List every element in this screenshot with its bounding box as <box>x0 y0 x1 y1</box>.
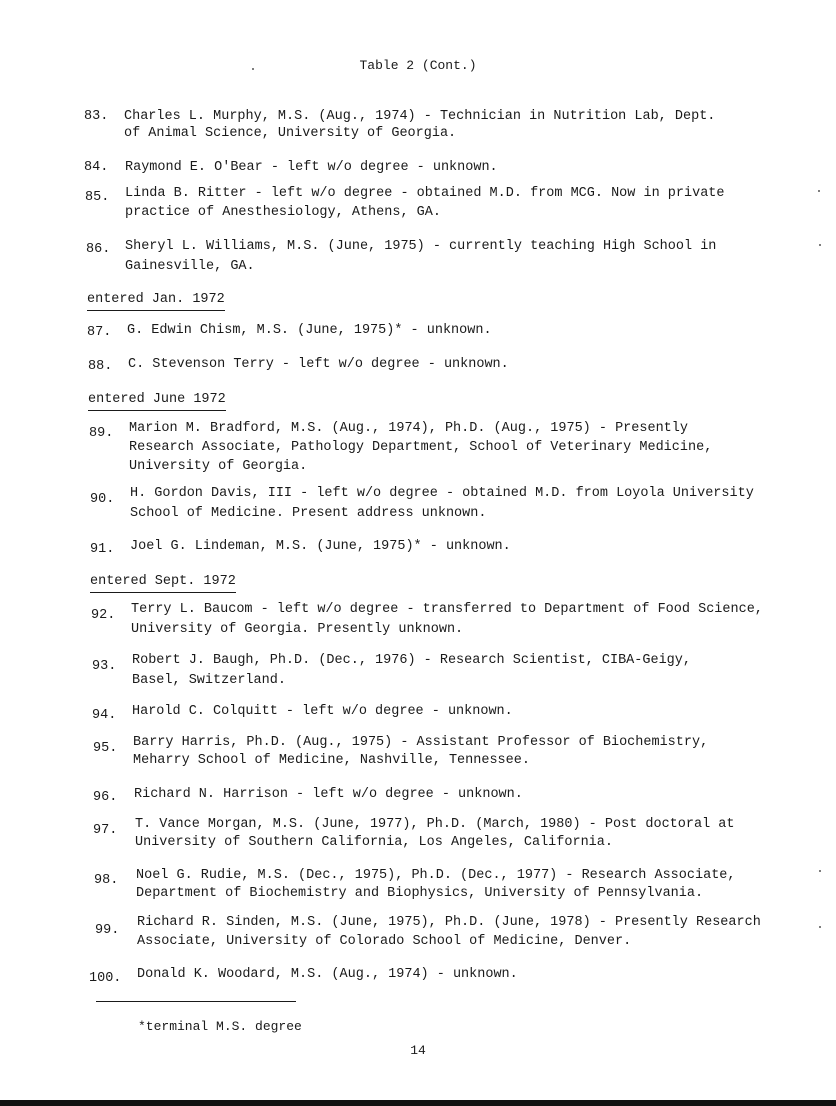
entry-text: Terry L. Baucom - left w/o degree - transferred to Department of Food Science, <box>131 602 763 617</box>
entry-number: 83. <box>84 109 109 124</box>
entry-text: Marion M. Bradford, M.S. (Aug., 1974), Ph.D. (Aug., 1975) - Presently <box>129 421 688 436</box>
entry-text: University of Georgia. <box>129 459 308 474</box>
entry-text: Department of Biochemistry and Biophysics, University of Pennsylvania. <box>136 886 704 901</box>
scan-speck <box>819 870 821 872</box>
entry-number: 93. <box>92 659 117 674</box>
entry-text: Basel, Switzerland. <box>132 673 286 688</box>
entry-number: 95. <box>93 741 118 756</box>
entry-text: practice of Anesthesiology, Athens, GA. <box>125 205 441 220</box>
entry-number: 90. <box>90 492 115 507</box>
entry-number: 98. <box>94 873 119 888</box>
scan-edge <box>0 1100 836 1106</box>
section-heading: entered Sept. 1972 <box>90 573 236 593</box>
page-title: Table 2 (Cont.) <box>359 58 477 73</box>
entry-text: Harold C. Colquitt - left w/o degree - unknown. <box>132 704 513 719</box>
entry-text: Charles L. Murphy, M.S. (Aug., 1974) - Technician in Nutrition Lab, Dept. <box>124 109 716 124</box>
entry-text: C. Stevenson Terry - left w/o degree - unknown. <box>128 357 509 372</box>
scan-speck <box>819 926 821 928</box>
entry-text: T. Vance Morgan, M.S. (June, 1977), Ph.D. (March, 1980) - Post doctoral at <box>135 817 735 832</box>
entry-text: Raymond E. O'Bear - left w/o degree - unknown. <box>125 160 498 175</box>
entry-text: Noel G. Rudie, M.S. (Dec., 1975), Ph.D. (Dec., 1977) - Research Associate, <box>136 868 736 883</box>
entry-text: G. Edwin Chism, M.S. (June, 1975)* - unknown. <box>127 323 492 338</box>
scan-speck <box>818 190 820 192</box>
entry-number: 87. <box>87 325 112 340</box>
entry-number: 91. <box>90 542 115 557</box>
section-heading: entered June 1972 <box>88 391 226 411</box>
entry-number: 94. <box>92 708 117 723</box>
entry-number: 88. <box>88 359 113 374</box>
entry-number: 89. <box>89 426 114 441</box>
entry-number: 86. <box>86 242 111 257</box>
entry-text: Associate, University of Colorado School of Medicine, Denver. <box>137 934 632 949</box>
entry-text: Richard N. Harrison - left w/o degree - unknown. <box>134 787 523 802</box>
entry-number: 99. <box>95 923 120 938</box>
entry-text: Gainesville, GA. <box>125 259 255 274</box>
entry-number: 96. <box>93 790 118 805</box>
entry-text: University of Southern California, Los Angeles, California. <box>135 835 613 850</box>
section-heading: entered Jan. 1972 <box>87 291 225 311</box>
entry-text: University of Georgia. Presently unknown. <box>131 622 464 637</box>
entry-text: Linda B. Ritter - left w/o degree - obtained M.D. from MCG. Now in private <box>125 186 725 201</box>
entry-text: Donald K. Woodard, M.S. (Aug., 1974) - unknown. <box>137 967 518 982</box>
entry-text: Research Associate, Pathology Department, School of Veterinary Medicine, <box>129 440 713 455</box>
entry-number: 97. <box>93 823 118 838</box>
entry-text: Joel G. Lindeman, M.S. (June, 1975)* - unknown. <box>130 539 511 554</box>
entry-number: 85. <box>85 190 110 205</box>
entry-text: School of Medicine. Present address unknown. <box>130 506 487 521</box>
entry-number: 92. <box>91 608 116 623</box>
footnote: *terminal M.S. degree <box>138 1019 302 1034</box>
entry-text: Meharry School of Medicine, Nashville, Tennessee. <box>133 753 530 768</box>
page-number: 14 <box>410 1043 426 1058</box>
entry-text: Robert J. Baugh, Ph.D. (Dec., 1976) - Research Scientist, CIBA-Geigy, <box>132 653 691 668</box>
scan-speck <box>819 244 821 246</box>
entry-number: 100. <box>89 971 122 986</box>
footnote-divider <box>96 1001 296 1002</box>
entry-number: 84. <box>84 160 109 175</box>
entry-text: of Animal Science, University of Georgia. <box>124 126 457 141</box>
scan-speck <box>252 68 254 70</box>
entry-text: Sheryl L. Williams, M.S. (June, 1975) - currently teaching High School in <box>125 239 717 254</box>
entry-text: H. Gordon Davis, III - left w/o degree - obtained M.D. from Loyola University <box>130 486 754 501</box>
entry-text: Richard R. Sinden, M.S. (June, 1975), Ph.D. (June, 1978) - Presently Research <box>137 915 761 930</box>
entry-text: Barry Harris, Ph.D. (Aug., 1975) - Assistant Professor of Biochemistry, <box>133 735 709 750</box>
